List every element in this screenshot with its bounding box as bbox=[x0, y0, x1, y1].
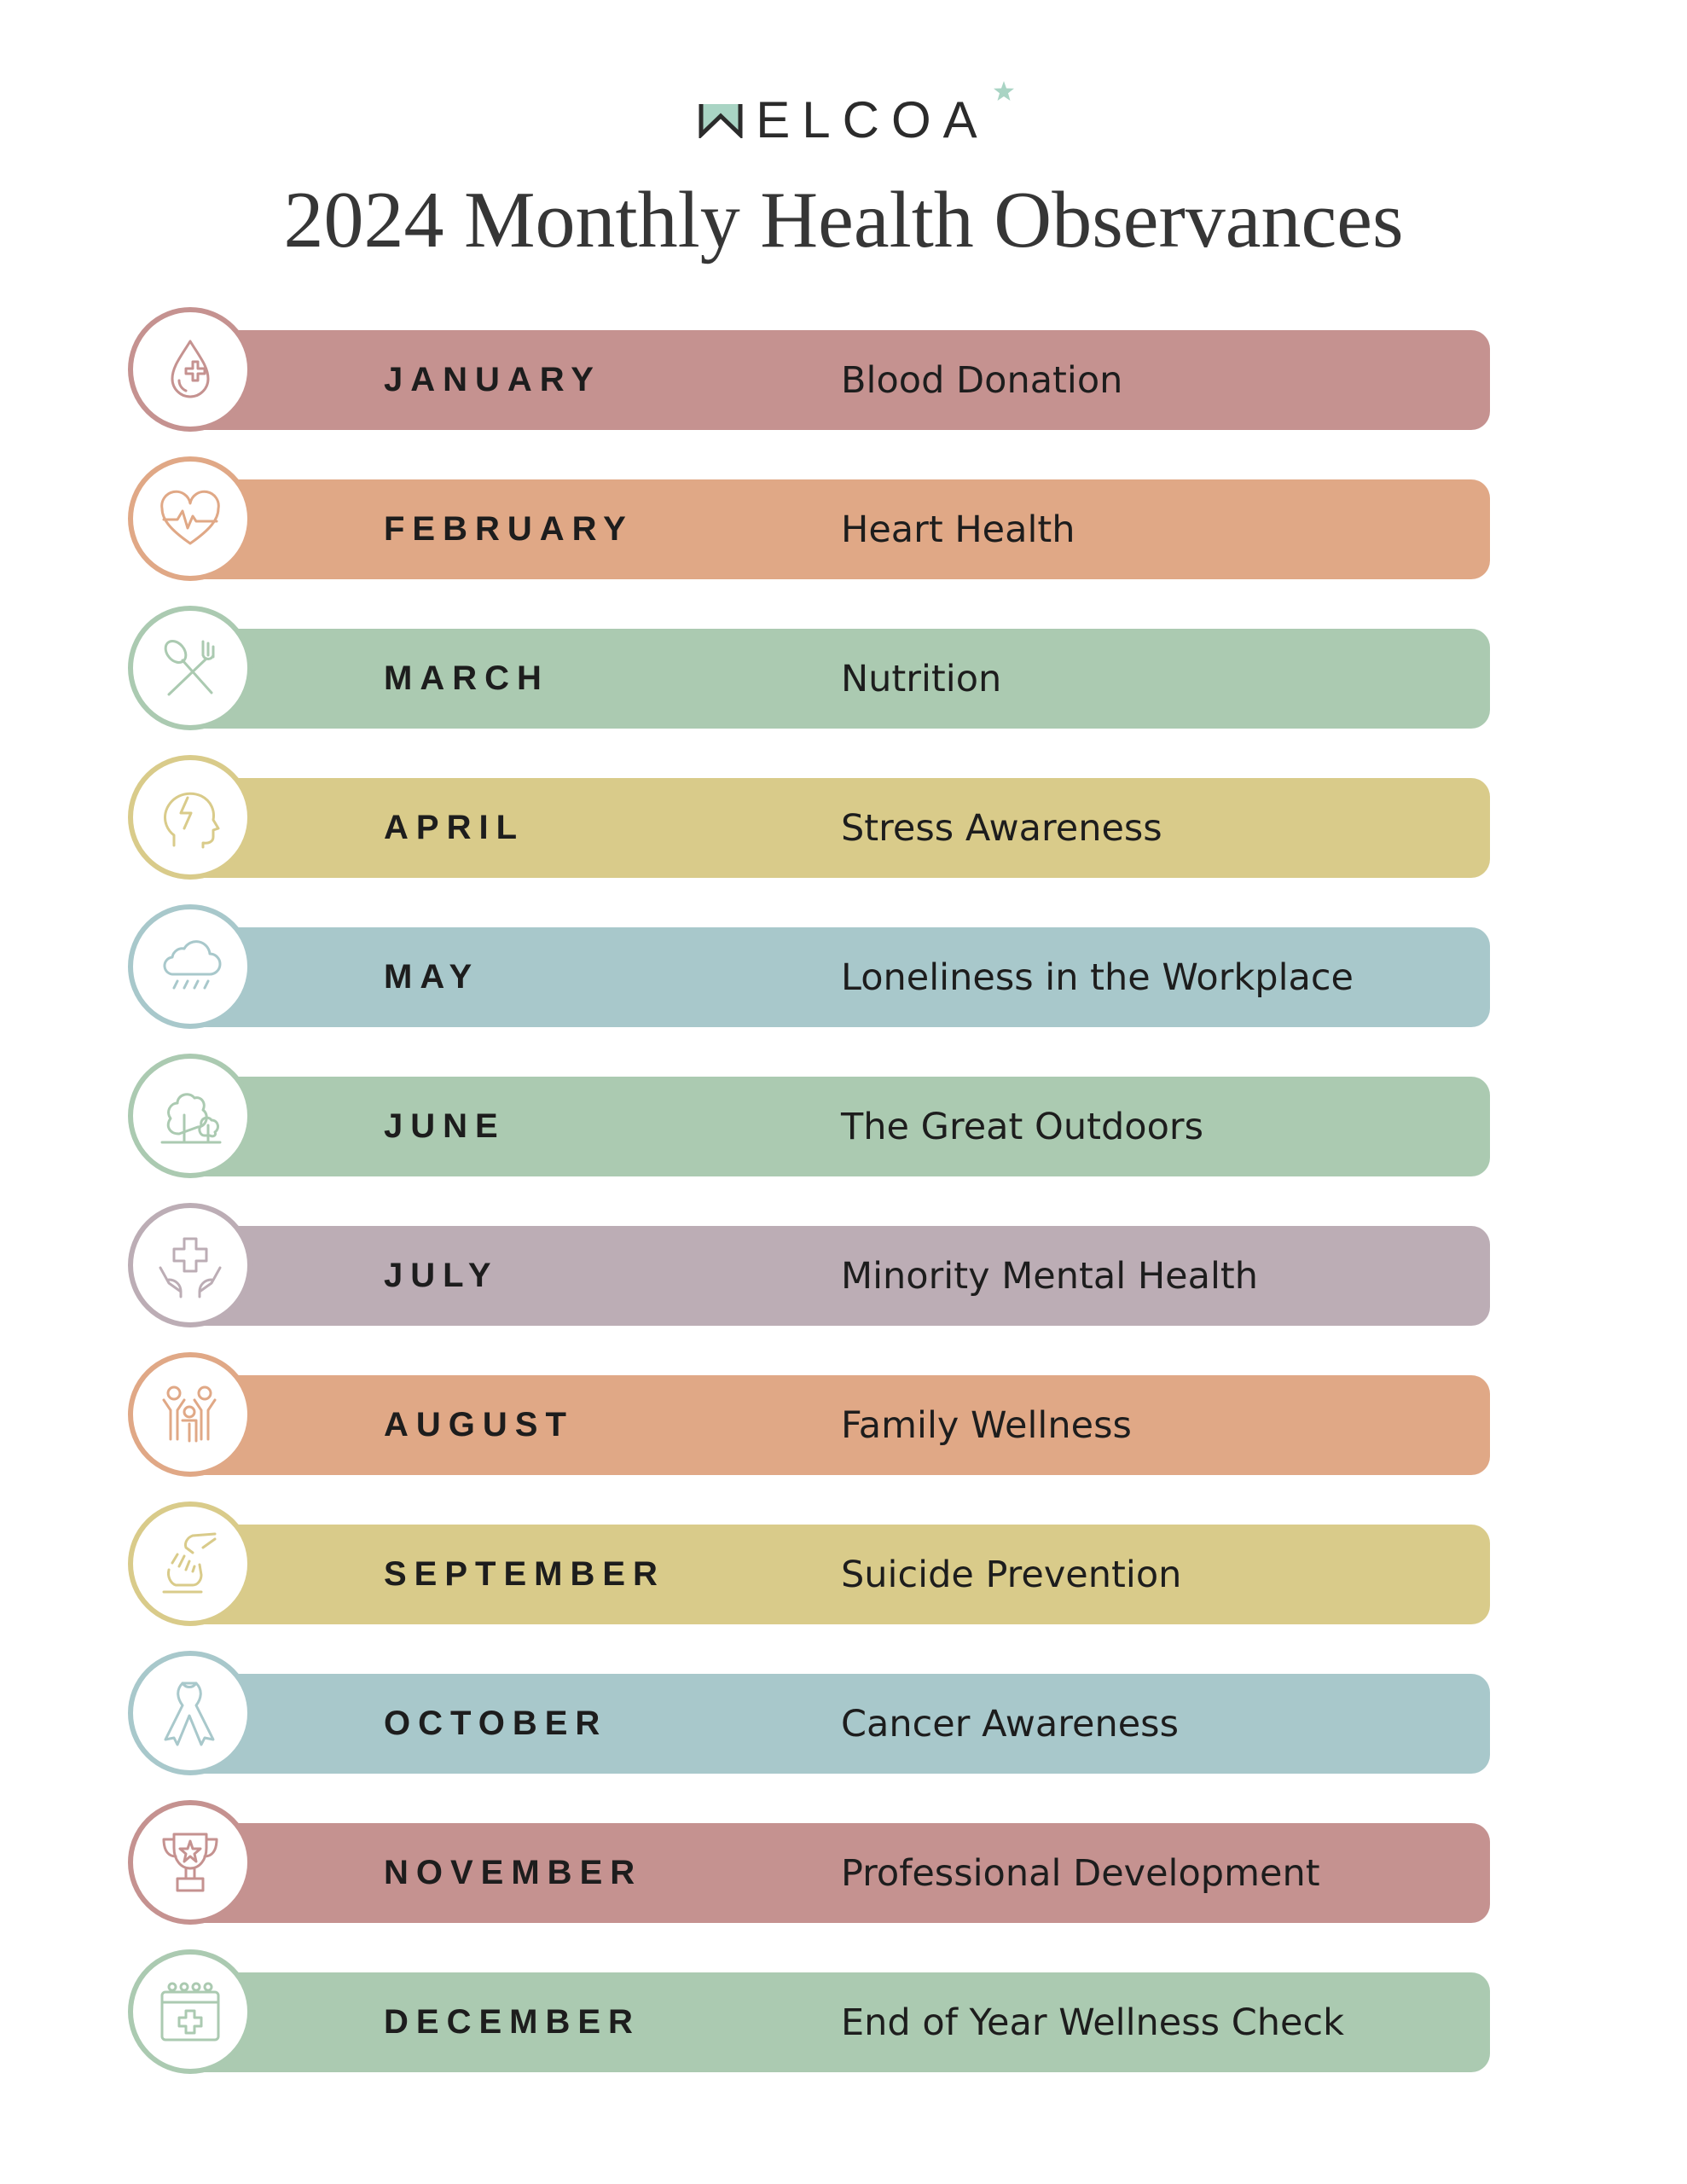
observance-month: APRIL bbox=[384, 809, 525, 846]
observance-badge bbox=[128, 606, 252, 730]
observance-topic: Stress Awareness bbox=[841, 806, 1162, 850]
observance-topic: Loneliness in the Workplace bbox=[841, 956, 1354, 999]
observance-row bbox=[128, 1054, 1493, 1178]
observance-month: MARCH bbox=[384, 659, 549, 697]
observance-month: NOVEMBER bbox=[384, 1854, 643, 1891]
observance-badge bbox=[128, 1054, 252, 1178]
observance-bar bbox=[176, 330, 1490, 430]
observance-row bbox=[128, 904, 1493, 1029]
observance-badge bbox=[128, 1651, 252, 1775]
observance-month: SEPTEMBER bbox=[384, 1555, 665, 1593]
observance-row bbox=[128, 1203, 1493, 1327]
observance-month: OCTOBER bbox=[384, 1705, 608, 1742]
page-title: 2024 Monthly Health Observances bbox=[283, 176, 1404, 264]
observance-month: JULY bbox=[384, 1257, 499, 1294]
observance-bar bbox=[176, 629, 1490, 729]
helping-hands-icon bbox=[155, 1529, 225, 1599]
trophy-icon bbox=[155, 1827, 225, 1897]
observance-topic: Professional Development bbox=[841, 1851, 1320, 1895]
observance-badge bbox=[128, 1203, 252, 1327]
observance-row bbox=[128, 1651, 1493, 1775]
observance-topic: Suicide Prevention bbox=[841, 1553, 1182, 1596]
observance-topic: Heart Health bbox=[841, 508, 1075, 551]
observance-row bbox=[128, 1352, 1493, 1477]
observance-badge bbox=[128, 307, 252, 432]
observance-row bbox=[128, 606, 1493, 730]
observance-topic: The Great Outdoors bbox=[841, 1105, 1203, 1148]
observance-topic: Minority Mental Health bbox=[841, 1254, 1259, 1298]
trees-icon bbox=[155, 1081, 225, 1151]
hands-cross-icon bbox=[155, 1230, 225, 1300]
observance-bar bbox=[176, 479, 1490, 579]
observance-badge bbox=[128, 904, 252, 1029]
observance-topic: End of Year Wellness Check bbox=[841, 2001, 1345, 2044]
observance-row bbox=[128, 1949, 1493, 2074]
observance-badge bbox=[128, 456, 252, 581]
observance-badge bbox=[128, 1502, 252, 1626]
stressed-head-icon bbox=[155, 782, 225, 852]
observance-month: AUGUST bbox=[384, 1406, 574, 1443]
heartbeat-icon bbox=[155, 484, 225, 554]
observance-row bbox=[128, 307, 1493, 432]
observance-topic: Cancer Awareness bbox=[841, 1702, 1179, 1745]
observance-bar bbox=[176, 1375, 1490, 1475]
rain-cloud-icon bbox=[155, 932, 225, 1002]
observance-month: DECEMBER bbox=[384, 2003, 641, 2041]
observance-badge bbox=[128, 755, 252, 880]
blood-drop-icon bbox=[155, 334, 225, 404]
observance-badge bbox=[128, 1800, 252, 1925]
observance-badge bbox=[128, 1949, 252, 2074]
observance-bar bbox=[176, 1674, 1490, 1774]
family-icon bbox=[155, 1380, 225, 1449]
observance-month: FEBRUARY bbox=[384, 510, 634, 548]
observance-month: JUNE bbox=[384, 1107, 506, 1145]
medical-calendar-icon bbox=[155, 1977, 225, 2047]
observance-bar bbox=[176, 1226, 1490, 1326]
observance-row bbox=[128, 755, 1493, 880]
logo-text: ELCOA bbox=[756, 90, 989, 148]
fork-spoon-icon bbox=[155, 633, 225, 703]
observance-month: JANUARY bbox=[384, 361, 601, 398]
observance-bar bbox=[176, 1525, 1490, 1624]
observance-row bbox=[128, 1800, 1493, 1925]
observance-row bbox=[128, 456, 1493, 581]
observance-topic: Blood Donation bbox=[841, 358, 1123, 402]
observance-row bbox=[128, 1502, 1493, 1626]
ribbon-icon bbox=[155, 1678, 225, 1748]
observance-bar bbox=[176, 778, 1490, 878]
observance-topic: Family Wellness bbox=[841, 1403, 1132, 1447]
observance-badge bbox=[128, 1352, 252, 1477]
observance-bar bbox=[176, 1077, 1490, 1176]
observance-topic: Nutrition bbox=[841, 657, 1002, 700]
observance-month: MAY bbox=[384, 958, 480, 996]
